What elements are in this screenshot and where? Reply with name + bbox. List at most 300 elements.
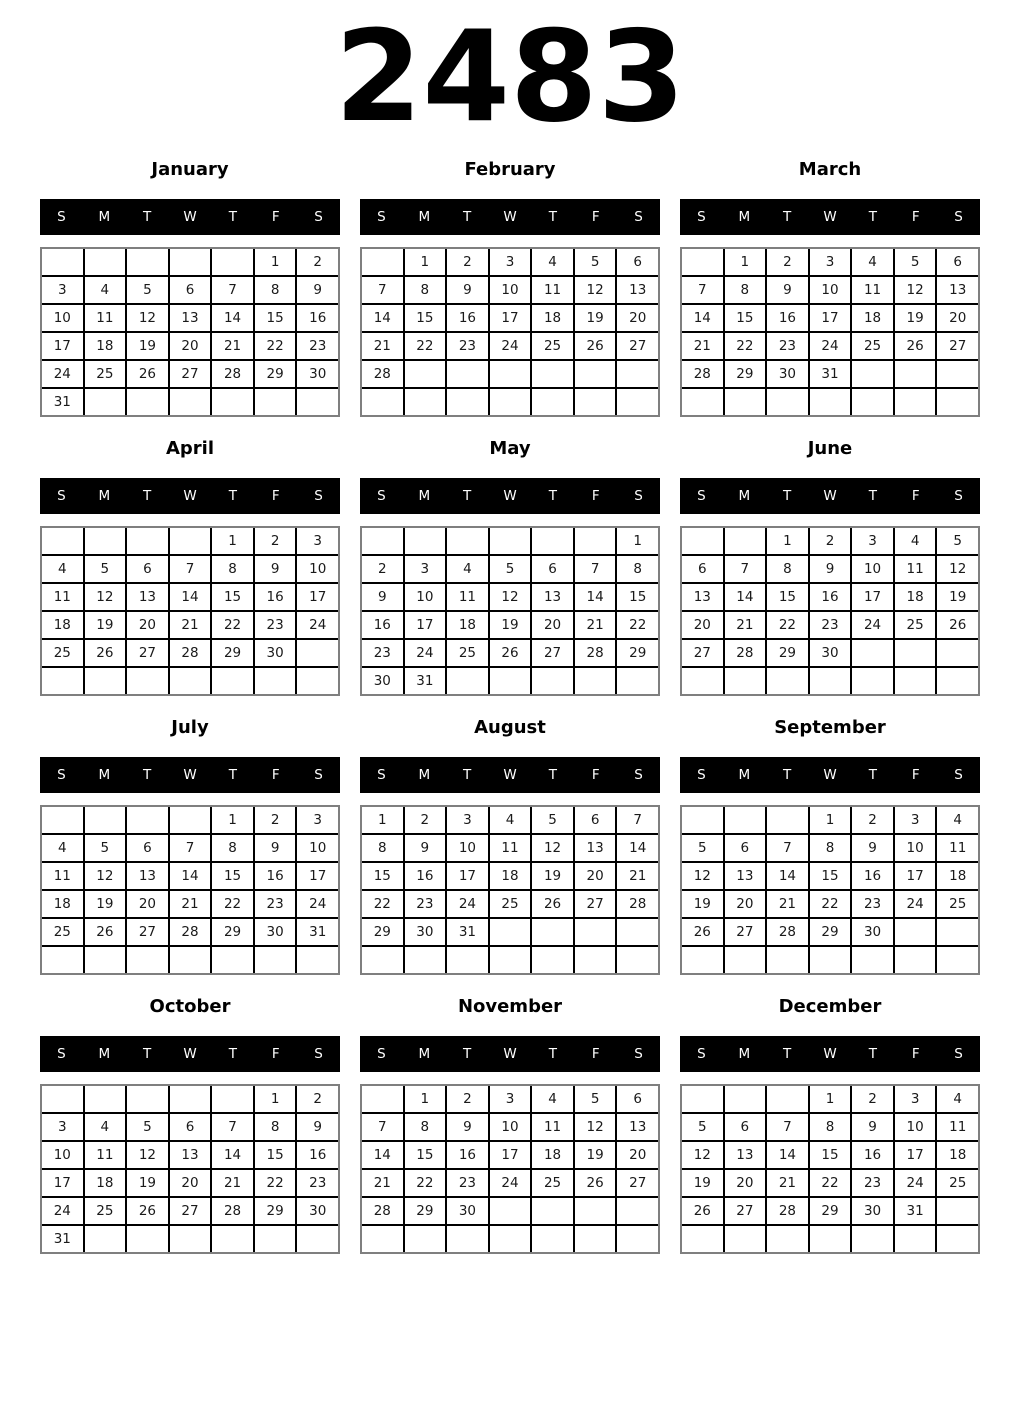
weekday-label: S: [314, 208, 323, 225]
empty-cell: [937, 1198, 978, 1224]
weekday-band: [680, 757, 980, 793]
empty-cell: [255, 947, 296, 973]
day-cell: 5: [682, 1114, 723, 1140]
day-cell: 2: [297, 249, 338, 275]
empty-cell: [617, 919, 658, 945]
weekday-label: T: [548, 766, 557, 783]
empty-cell: [85, 807, 126, 833]
weekday-label: M: [738, 1045, 751, 1062]
day-cell: 20: [127, 612, 168, 638]
empty-cell: [575, 919, 616, 945]
day-cell: 25: [85, 1198, 126, 1224]
day-cell: 2: [255, 807, 296, 833]
day-cell: 8: [725, 277, 766, 303]
day-cell: 18: [852, 305, 893, 331]
day-cell: 9: [447, 277, 488, 303]
day-cell: 19: [532, 863, 573, 889]
weekday-label: W: [823, 208, 837, 225]
empty-cell: [447, 1226, 488, 1252]
day-cell: 29: [212, 640, 253, 666]
empty-cell: [682, 807, 723, 833]
day-cell: 15: [212, 863, 253, 889]
empty-cell: [127, 249, 168, 275]
day-cell: 28: [575, 640, 616, 666]
weekday-label: S: [377, 487, 386, 504]
day-cell: 13: [617, 1114, 658, 1140]
day-cell: 30: [447, 1198, 488, 1224]
empty-cell: [170, 668, 211, 694]
day-cell: 23: [767, 333, 808, 359]
empty-cell: [85, 249, 126, 275]
day-cell: 26: [575, 1170, 616, 1196]
weekday-label: F: [591, 208, 600, 225]
day-cell: 18: [490, 863, 531, 889]
weekday-label: M: [738, 208, 751, 225]
day-cell: 5: [490, 556, 531, 582]
day-cell: 18: [532, 1142, 573, 1168]
day-cell: 26: [575, 333, 616, 359]
day-cell: 28: [767, 919, 808, 945]
day-cell: 8: [362, 835, 403, 861]
weekday-label: W: [183, 208, 197, 225]
day-cell: 8: [212, 835, 253, 861]
day-cell: 19: [682, 891, 723, 917]
empty-cell: [725, 528, 766, 554]
day-cell: 11: [490, 835, 531, 861]
day-cell: 3: [447, 807, 488, 833]
day-cell: 22: [810, 891, 851, 917]
day-cell: 17: [490, 1142, 531, 1168]
month-block: [40, 715, 340, 975]
day-cell: 30: [852, 919, 893, 945]
weekday-label: W: [183, 487, 197, 504]
day-cell: 7: [767, 1114, 808, 1140]
day-cell: 5: [682, 835, 723, 861]
empty-cell: [127, 389, 168, 415]
empty-cell: [810, 947, 851, 973]
day-cell: 12: [575, 1114, 616, 1140]
day-cell: 17: [42, 1170, 83, 1196]
day-cell: 10: [490, 1114, 531, 1140]
day-cell: 7: [575, 556, 616, 582]
month-block: [680, 157, 980, 417]
day-cell: 9: [297, 1114, 338, 1140]
empty-cell: [85, 389, 126, 415]
day-cell: 19: [937, 584, 978, 610]
day-cell: 26: [85, 919, 126, 945]
day-cell: 1: [617, 528, 658, 554]
day-cell: 1: [725, 249, 766, 275]
day-cell: 31: [405, 668, 446, 694]
day-cell: 22: [767, 612, 808, 638]
day-cell: 7: [725, 556, 766, 582]
day-cell: 5: [575, 1086, 616, 1112]
day-cell: 16: [255, 584, 296, 610]
year-title: 2483: [334, 3, 686, 150]
month-name: March: [798, 158, 862, 180]
day-cell: 30: [255, 919, 296, 945]
empty-cell: [617, 1226, 658, 1252]
day-cell: 13: [127, 863, 168, 889]
empty-cell: [127, 1086, 168, 1112]
day-cell: 8: [810, 835, 851, 861]
day-cell: 29: [810, 1198, 851, 1224]
day-cell: 18: [895, 584, 936, 610]
day-cell: 4: [895, 528, 936, 554]
empty-cell: [532, 668, 573, 694]
empty-cell: [532, 528, 573, 554]
day-cell: 27: [170, 1198, 211, 1224]
empty-cell: [767, 807, 808, 833]
weekday-label: S: [697, 487, 706, 504]
day-cell: 29: [255, 361, 296, 387]
day-cell: 13: [532, 584, 573, 610]
month-block: [680, 436, 980, 696]
empty-cell: [895, 389, 936, 415]
day-cell: 4: [490, 807, 531, 833]
day-cell: 16: [810, 584, 851, 610]
day-cell: 21: [170, 891, 211, 917]
weekday-band: [680, 199, 980, 235]
day-cell: 24: [297, 612, 338, 638]
empty-cell: [937, 1226, 978, 1252]
day-cell: 1: [212, 528, 253, 554]
day-cell: 30: [767, 361, 808, 387]
day-cell: 25: [852, 333, 893, 359]
day-cell: 6: [617, 1086, 658, 1112]
weekday-label: W: [503, 766, 517, 783]
day-cell: 2: [810, 528, 851, 554]
day-cell: 8: [212, 556, 253, 582]
empty-cell: [767, 389, 808, 415]
weekday-label: W: [183, 766, 197, 783]
day-cell: 21: [170, 612, 211, 638]
day-cell: 7: [212, 1114, 253, 1140]
day-cell: 31: [42, 1226, 83, 1252]
day-cell: 16: [447, 1142, 488, 1168]
weekday-label: F: [271, 208, 280, 225]
day-cell: 5: [575, 249, 616, 275]
weekday-label: S: [634, 487, 643, 504]
day-cell: 22: [725, 333, 766, 359]
day-cell: 4: [532, 1086, 573, 1112]
empty-cell: [532, 1198, 573, 1224]
day-cell: 10: [895, 1114, 936, 1140]
empty-cell: [852, 361, 893, 387]
day-cell: 9: [362, 584, 403, 610]
day-cell: 15: [767, 584, 808, 610]
weekday-band: [360, 757, 660, 793]
empty-cell: [617, 1198, 658, 1224]
weekday-label: T: [143, 208, 152, 225]
day-cell: 8: [405, 1114, 446, 1140]
day-cell: 25: [447, 640, 488, 666]
day-cell: 31: [42, 389, 83, 415]
day-cell: 20: [725, 891, 766, 917]
empty-cell: [170, 1226, 211, 1252]
day-cell: 20: [725, 1170, 766, 1196]
day-cell: 14: [725, 584, 766, 610]
day-cell: 15: [810, 863, 851, 889]
day-cell: 25: [937, 891, 978, 917]
day-cell: 26: [937, 612, 978, 638]
day-cell: 6: [682, 556, 723, 582]
day-cell: 28: [170, 640, 211, 666]
day-cell: 19: [682, 1170, 723, 1196]
day-cell: 4: [42, 556, 83, 582]
day-cell: 12: [532, 835, 573, 861]
day-cell: 20: [617, 305, 658, 331]
weekday-label: S: [634, 1045, 643, 1062]
day-cell: 23: [297, 1170, 338, 1196]
empty-cell: [490, 919, 531, 945]
empty-cell: [682, 528, 723, 554]
day-cell: 28: [212, 1198, 253, 1224]
empty-cell: [532, 389, 573, 415]
day-cell: 16: [255, 863, 296, 889]
day-cell: 24: [447, 891, 488, 917]
day-cell: 21: [767, 1170, 808, 1196]
day-cell: 14: [362, 1142, 403, 1168]
empty-cell: [42, 1086, 83, 1112]
day-cell: 3: [405, 556, 446, 582]
day-cell: 14: [170, 584, 211, 610]
day-cell: 12: [85, 863, 126, 889]
day-cell: 9: [255, 835, 296, 861]
day-cell: 3: [490, 249, 531, 275]
day-cell: 1: [255, 249, 296, 275]
month-name: July: [171, 716, 209, 738]
day-cell: 6: [575, 807, 616, 833]
day-cell: 6: [127, 835, 168, 861]
day-cell: 16: [447, 305, 488, 331]
month-name: December: [778, 995, 882, 1017]
weekday-label: S: [697, 1045, 706, 1062]
empty-cell: [682, 1086, 723, 1112]
day-cell: 22: [362, 891, 403, 917]
day-cell: 6: [725, 1114, 766, 1140]
weekday-band: [360, 1036, 660, 1072]
empty-cell: [852, 947, 893, 973]
weekday-label: M: [418, 766, 431, 783]
weekday-label: F: [591, 766, 600, 783]
day-cell: 5: [127, 277, 168, 303]
empty-cell: [255, 1226, 296, 1252]
day-cell: 10: [852, 556, 893, 582]
empty-cell: [297, 640, 338, 666]
empty-cell: [490, 1198, 531, 1224]
empty-cell: [490, 528, 531, 554]
weekday-label: T: [783, 487, 792, 504]
day-grid: [360, 805, 660, 975]
day-cell: 18: [85, 1170, 126, 1196]
day-cell: 19: [127, 1170, 168, 1196]
weekday-label: S: [377, 1045, 386, 1062]
day-cell: 21: [212, 333, 253, 359]
day-cell: 11: [42, 863, 83, 889]
day-cell: 16: [362, 612, 403, 638]
day-cell: 14: [212, 305, 253, 331]
day-cell: 11: [937, 835, 978, 861]
weekday-label: M: [418, 487, 431, 504]
weekday-label: T: [783, 208, 792, 225]
empty-cell: [212, 1086, 253, 1112]
day-cell: 6: [170, 277, 211, 303]
day-cell: 17: [297, 863, 338, 889]
day-cell: 27: [682, 640, 723, 666]
empty-cell: [447, 361, 488, 387]
day-cell: 26: [85, 640, 126, 666]
day-cell: 12: [682, 863, 723, 889]
empty-cell: [405, 528, 446, 554]
day-cell: 19: [127, 333, 168, 359]
day-grid: [680, 1084, 980, 1254]
empty-cell: [532, 1226, 573, 1252]
empty-cell: [767, 1086, 808, 1112]
day-cell: 28: [362, 1198, 403, 1224]
day-cell: 15: [810, 1142, 851, 1168]
day-cell: 10: [810, 277, 851, 303]
empty-cell: [490, 668, 531, 694]
weekday-label: T: [143, 487, 152, 504]
day-cell: 18: [42, 891, 83, 917]
empty-cell: [297, 668, 338, 694]
weekday-label: F: [911, 1045, 920, 1062]
day-cell: 23: [447, 1170, 488, 1196]
day-cell: 17: [447, 863, 488, 889]
day-cell: 13: [937, 277, 978, 303]
day-cell: 6: [617, 249, 658, 275]
empty-cell: [617, 668, 658, 694]
day-cell: 23: [255, 891, 296, 917]
day-cell: 20: [170, 333, 211, 359]
day-grid: [680, 526, 980, 696]
empty-cell: [297, 1226, 338, 1252]
empty-cell: [725, 807, 766, 833]
weekday-label: F: [591, 487, 600, 504]
day-cell: 5: [85, 556, 126, 582]
day-cell: 27: [617, 1170, 658, 1196]
day-cell: 23: [255, 612, 296, 638]
day-cell: 2: [405, 807, 446, 833]
empty-cell: [682, 1226, 723, 1252]
weekday-label: T: [548, 1045, 557, 1062]
weekday-label: S: [377, 208, 386, 225]
day-cell: 25: [490, 891, 531, 917]
weekday-label: S: [377, 766, 386, 783]
day-cell: 13: [725, 1142, 766, 1168]
day-cell: 27: [617, 333, 658, 359]
day-cell: 17: [42, 333, 83, 359]
empty-cell: [127, 668, 168, 694]
day-cell: 29: [725, 361, 766, 387]
weekday-label: S: [57, 487, 66, 504]
day-cell: 12: [575, 277, 616, 303]
weekday-label: T: [868, 487, 877, 504]
day-cell: 3: [42, 1114, 83, 1140]
day-cell: 11: [42, 584, 83, 610]
day-cell: 20: [617, 1142, 658, 1168]
day-cell: 1: [405, 249, 446, 275]
empty-cell: [447, 389, 488, 415]
month-block: [40, 436, 340, 696]
day-cell: 18: [532, 305, 573, 331]
day-cell: 15: [362, 863, 403, 889]
day-cell: 18: [42, 612, 83, 638]
day-cell: 9: [447, 1114, 488, 1140]
weekday-label: T: [143, 766, 152, 783]
day-cell: 25: [85, 361, 126, 387]
day-cell: 2: [852, 1086, 893, 1112]
day-cell: 30: [405, 919, 446, 945]
day-cell: 17: [405, 612, 446, 638]
day-cell: 8: [255, 277, 296, 303]
empty-cell: [362, 528, 403, 554]
day-cell: 27: [127, 919, 168, 945]
day-cell: 3: [852, 528, 893, 554]
day-grid: [360, 1084, 660, 1254]
day-cell: 25: [42, 919, 83, 945]
weekday-label: S: [57, 208, 66, 225]
empty-cell: [532, 361, 573, 387]
day-cell: 23: [362, 640, 403, 666]
day-grid: [40, 805, 340, 975]
day-cell: 13: [170, 1142, 211, 1168]
day-cell: 15: [212, 584, 253, 610]
day-cell: 18: [447, 612, 488, 638]
day-cell: 24: [42, 1198, 83, 1224]
month-name: February: [464, 158, 556, 180]
day-cell: 10: [42, 305, 83, 331]
day-cell: 30: [852, 1198, 893, 1224]
day-cell: 26: [682, 1198, 723, 1224]
day-cell: 27: [937, 333, 978, 359]
day-cell: 3: [895, 1086, 936, 1112]
day-cell: 17: [810, 305, 851, 331]
day-cell: 21: [725, 612, 766, 638]
day-cell: 30: [297, 1198, 338, 1224]
day-cell: 4: [852, 249, 893, 275]
day-cell: 14: [362, 305, 403, 331]
day-cell: 22: [255, 333, 296, 359]
empty-cell: [170, 1086, 211, 1112]
weekday-label: F: [271, 766, 280, 783]
empty-cell: [575, 528, 616, 554]
day-cell: 4: [85, 1114, 126, 1140]
day-cell: 21: [362, 333, 403, 359]
weekday-label: F: [271, 1045, 280, 1062]
day-cell: 9: [852, 1114, 893, 1140]
day-cell: 15: [255, 1142, 296, 1168]
day-cell: 20: [937, 305, 978, 331]
empty-cell: [85, 668, 126, 694]
day-cell: 31: [447, 919, 488, 945]
day-cell: 26: [682, 919, 723, 945]
day-cell: 2: [255, 528, 296, 554]
month-block: [360, 436, 660, 696]
day-cell: 29: [255, 1198, 296, 1224]
day-cell: 4: [42, 835, 83, 861]
empty-cell: [575, 361, 616, 387]
weekday-label: T: [228, 766, 237, 783]
day-cell: 23: [810, 612, 851, 638]
day-cell: 20: [127, 891, 168, 917]
weekday-label: M: [738, 766, 751, 783]
weekday-label: W: [183, 1045, 197, 1062]
day-cell: 3: [297, 528, 338, 554]
weekday-band: [40, 199, 340, 235]
weekday-label: T: [228, 487, 237, 504]
